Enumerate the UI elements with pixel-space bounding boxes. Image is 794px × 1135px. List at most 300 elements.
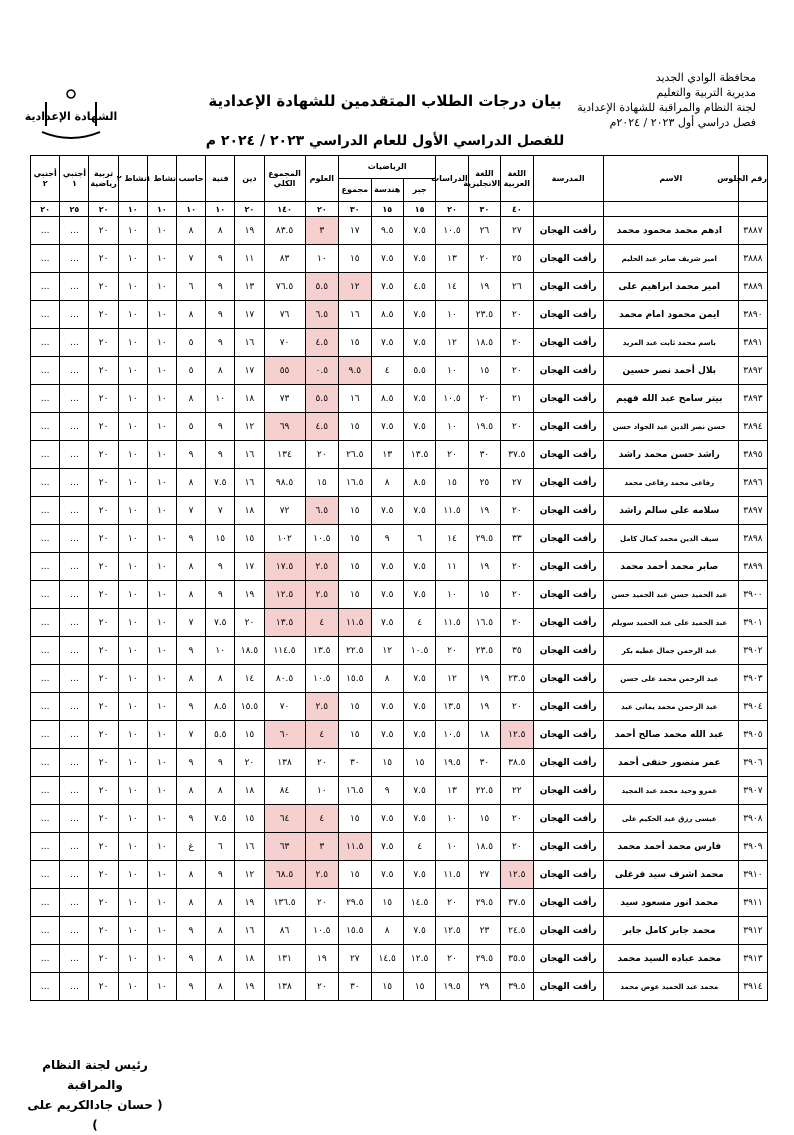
grade-cell: ... (31, 861, 60, 889)
grade-cell: ... (60, 721, 89, 749)
student-name: بلال أحمد نصر حسين (603, 357, 738, 385)
grade-cell: ٢٦ (468, 217, 500, 245)
grade-cell: ٢٠ (89, 889, 118, 917)
grade-cell: ... (60, 805, 89, 833)
grade-cell: ٨.٥ (371, 301, 403, 329)
grade-cell: ٤ (305, 805, 338, 833)
grade-cell: ٧.٥ (371, 833, 403, 861)
grade-cell: ٧.٥ (206, 805, 235, 833)
grade-cell: ١٠ (206, 637, 235, 665)
grade-cell: ٩.٥ (339, 357, 371, 385)
grade-cell: ١٠ (147, 525, 176, 553)
grade-cell: ١٩ (235, 889, 264, 917)
grade-cell: ٨ (371, 665, 403, 693)
seat-number: ٣٨٨٨ (738, 245, 767, 273)
grade-cell: ٢٧ (339, 945, 371, 973)
seat-number: ٣٨٩١ (738, 329, 767, 357)
grade-cell: ٢٢.٥ (339, 637, 371, 665)
grade-cell: ... (31, 385, 60, 413)
grade-cell: ١٥ (235, 805, 264, 833)
max-marks-row (31, 202, 768, 217)
grade-cell: ... (31, 889, 60, 917)
grade-cell: ٦٠ (264, 721, 305, 749)
grade-cell: ١٥ (436, 469, 468, 497)
grade-cell: ... (31, 805, 60, 833)
header-foreign2: أجنبي ٢ (31, 156, 60, 202)
grade-cell: ... (60, 441, 89, 469)
grade-cell: ٧ (177, 609, 206, 637)
grade-cell: ٩ (206, 329, 235, 357)
grade-cell: ١٨.٥ (468, 833, 500, 861)
seat-number: ٣٩٠٩ (738, 833, 767, 861)
header-art: فنية (206, 156, 235, 202)
grade-cell: ٤ (305, 721, 338, 749)
grade-cell: ١٦ (339, 301, 371, 329)
grade-cell: ٢٠ (89, 973, 118, 1001)
school-name: رأفت الهجان (533, 777, 603, 805)
grade-cell: ... (31, 637, 60, 665)
seat-number: ٣٨٩٦ (738, 469, 767, 497)
grade-cell: ... (60, 497, 89, 525)
grade-cell: ٤ (305, 609, 338, 637)
table-row (31, 245, 768, 273)
grade-cell: ٤.٥ (305, 329, 338, 357)
seat-number: ٣٨٩٣ (738, 385, 767, 413)
grade-cell: ٥ (177, 357, 206, 385)
grade-cell: ٣٠ (339, 749, 371, 777)
grade-cell: ١٠ (147, 385, 176, 413)
grade-cell: ٦.٥ (305, 497, 338, 525)
grade-cell: ١٠ (118, 497, 147, 525)
grade-cell: ٨.٥ (403, 469, 435, 497)
grade-cell: ٧.٥ (371, 693, 403, 721)
grade-cell: ٣٠ (468, 749, 500, 777)
grade-cell: ... (60, 273, 89, 301)
table-row (31, 413, 768, 441)
grade-cell: ١٠ (436, 833, 468, 861)
grade-cell: ١٤ (436, 273, 468, 301)
grade-cell: ٢٠ (501, 553, 533, 581)
grade-cell: ٨ (371, 469, 403, 497)
grade-cell: ٨.٥ (206, 693, 235, 721)
grade-cell: ٣ (305, 833, 338, 861)
grade-cell: ٢٠ (501, 693, 533, 721)
grade-cell: ٢٩.٥ (468, 945, 500, 973)
grade-cell: ٢٠ (305, 749, 338, 777)
grade-cell: ٢٥ (468, 469, 500, 497)
max-mark: ٢٠ (436, 202, 468, 217)
grade-cell: ٧٦ (264, 301, 305, 329)
grade-cell: ٨ (371, 917, 403, 945)
grade-cell: ١٠ (436, 581, 468, 609)
grade-cell: ١٠ (118, 329, 147, 357)
grade-cell: ٢٢ (501, 777, 533, 805)
grade-cell: ٦٣ (264, 833, 305, 861)
grade-cell: ٧.٥ (403, 301, 435, 329)
school-name: رأفت الهجان (533, 413, 603, 441)
grade-cell: ١٠ (118, 553, 147, 581)
grade-cell: ٧.٥ (371, 553, 403, 581)
grade-cell: ٩ (177, 525, 206, 553)
grade-cell: ١٣ (235, 273, 264, 301)
header-seat: رقم الجلوس (738, 156, 767, 202)
grade-cell: ١٩ (235, 581, 264, 609)
school-name: رأفت الهجان (533, 973, 603, 1001)
grade-cell: ... (60, 581, 89, 609)
grade-cell: ١٠ (118, 637, 147, 665)
grade-cell: ١٥ (235, 525, 264, 553)
grade-cell: ١٠ (147, 833, 176, 861)
grade-cell: ٥.٥ (403, 357, 435, 385)
grade-cell: ٢٠ (89, 385, 118, 413)
grade-cell: ٢.٥ (305, 693, 338, 721)
grade-cell: ٢٠ (89, 665, 118, 693)
grade-cell: ١٩ (468, 273, 500, 301)
grade-cell: ٧.٥ (403, 329, 435, 357)
grade-cell: ٩ (206, 273, 235, 301)
max-mark: ٢٠ (89, 202, 118, 217)
grade-cell: ١٥ (403, 749, 435, 777)
table-row (31, 301, 768, 329)
school-name: رأفت الهجان (533, 273, 603, 301)
grade-cell: ٧.٥ (403, 777, 435, 805)
grade-cell: ٩ (206, 413, 235, 441)
grade-cell: ٦٩ (264, 413, 305, 441)
grade-cell: ١١ (436, 553, 468, 581)
grade-cell: ٧.٥ (403, 553, 435, 581)
header-sports: تربية رياضية (89, 156, 118, 202)
grade-cell: ٥.٥ (206, 721, 235, 749)
table-row (31, 749, 768, 777)
grade-cell: ١٢ (235, 413, 264, 441)
table-row (31, 553, 768, 581)
seat-number: ٣٩٠٥ (738, 721, 767, 749)
header-activity1: نشاط ١ (147, 156, 176, 202)
grade-cell: ... (31, 721, 60, 749)
grade-cell: ٧.٥ (371, 497, 403, 525)
grade-cell: ٩.٥ (371, 217, 403, 245)
table-row (31, 693, 768, 721)
grade-cell: ٣ (305, 217, 338, 245)
student-name: عبد الرحمن محمد على حسن (603, 665, 738, 693)
grade-cell: ١٧ (339, 217, 371, 245)
grade-cell: ١٥ (339, 693, 371, 721)
table-row (31, 777, 768, 805)
grade-cell: ٢٧ (468, 861, 500, 889)
grade-cell: ٢٠ (89, 917, 118, 945)
grade-cell: ٨٠.٥ (264, 665, 305, 693)
grade-cell: ١٨ (235, 385, 264, 413)
grade-cell: ١٥ (371, 973, 403, 1001)
student-name: امير محمد ابراهيم على (603, 273, 738, 301)
grade-cell: ١٥ (339, 413, 371, 441)
grade-cell: ٢٠ (89, 553, 118, 581)
grade-cell: ٢٠ (89, 861, 118, 889)
grade-cell: ٢٠ (468, 245, 500, 273)
grade-cell: ٨ (177, 777, 206, 805)
grade-cell: ... (60, 917, 89, 945)
table-row (31, 973, 768, 1001)
grade-cell: ٢٠ (89, 469, 118, 497)
signature-block (25, 1055, 165, 1135)
max-mark: ٣٠ (468, 202, 500, 217)
grade-cell: ٧.٥ (403, 693, 435, 721)
student-name: امير شريف صابر عبد الحليم (603, 245, 738, 273)
grade-cell: ١٠ (118, 917, 147, 945)
grade-cell: ١٨ (235, 945, 264, 973)
grade-cell: ... (60, 385, 89, 413)
grade-cell: ٢٠ (89, 357, 118, 385)
grade-cell: ١٠ (118, 665, 147, 693)
grade-cell: ١٠ (118, 973, 147, 1001)
grade-cell: ... (60, 777, 89, 805)
max-mark: ١٠ (118, 202, 147, 217)
header-english: اللغة الانجليزية (468, 156, 500, 202)
grade-cell: ١٠ (305, 245, 338, 273)
grade-cell: ١٦ (235, 833, 264, 861)
grade-cell: ٢٠ (501, 833, 533, 861)
grade-cell: ... (60, 329, 89, 357)
grade-cell: ١٠ (147, 553, 176, 581)
grade-cell: ٢٠ (89, 245, 118, 273)
grade-cell: ٢٣.٥ (501, 665, 533, 693)
grade-cell: ١٥ (235, 721, 264, 749)
grade-cell: ١٣٤ (264, 441, 305, 469)
grade-cell: ٦.٥ (305, 301, 338, 329)
grade-cell: ١٥ (339, 553, 371, 581)
header-name: الاسم (603, 156, 738, 202)
grade-cell: ٨ (177, 581, 206, 609)
grade-cell: ٧٢ (264, 497, 305, 525)
grade-cell: ١٥ (339, 245, 371, 273)
student-name: صابر محمد أحمد محمد (603, 553, 738, 581)
grade-cell: ١١.٥ (436, 497, 468, 525)
grade-cell: ٨.٥ (371, 385, 403, 413)
grade-cell: ٢٧ (501, 469, 533, 497)
grade-cell: ٧.٥ (206, 469, 235, 497)
school-name: رأفت الهجان (533, 469, 603, 497)
grade-cell: ١١ (235, 245, 264, 273)
grade-cell: ١٠ (436, 413, 468, 441)
grade-cell: ٢٦ (501, 273, 533, 301)
grade-cell: ... (60, 861, 89, 889)
student-name: بيتر سامح عبد الله فهيم (603, 385, 738, 413)
grade-cell: ١٠ (118, 525, 147, 553)
grade-cell: ١٠ (147, 469, 176, 497)
grade-cell: ٨٣ (264, 245, 305, 273)
table-row (31, 889, 768, 917)
student-name: عبد الحميد على عبد الحميد سويلم (603, 609, 738, 637)
grade-cell: ١٦ (235, 469, 264, 497)
grade-cell: ١٠.٥ (436, 721, 468, 749)
grade-cell: ... (60, 469, 89, 497)
student-name: راشد حسن محمد راشد (603, 441, 738, 469)
student-name: رفاعى محمد رفاعى محمد (603, 469, 738, 497)
grade-cell: ١٠ (118, 273, 147, 301)
school-name: رأفت الهجان (533, 889, 603, 917)
grade-cell: ٢٩.٥ (468, 525, 500, 553)
school-name: رأفت الهجان (533, 749, 603, 777)
grade-cell: ١٦.٥ (339, 469, 371, 497)
grade-cell: ١٢.٥ (436, 917, 468, 945)
grade-cell: ٤.٥ (403, 273, 435, 301)
grade-cell: ٢٠ (89, 693, 118, 721)
grade-cell: ٤ (403, 609, 435, 637)
grade-cell: ٩ (371, 777, 403, 805)
grades-table (30, 155, 768, 1001)
school-name: رأفت الهجان (533, 833, 603, 861)
grade-cell: ١٢.٥ (501, 721, 533, 749)
grade-cell: ٧ (177, 721, 206, 749)
max-mark: ٤٠ (501, 202, 533, 217)
table-row (31, 861, 768, 889)
grade-cell: ١٠ (118, 581, 147, 609)
grade-cell: ٩ (177, 945, 206, 973)
grade-cell: ٢٩.٥ (468, 889, 500, 917)
grade-cell: ١٩.٥ (436, 749, 468, 777)
grade-cell: ١٥ (206, 525, 235, 553)
student-name: محمد جابر كامل جابر (603, 917, 738, 945)
seat-number: ٣٩٠٦ (738, 749, 767, 777)
grade-cell: ١٥ (468, 581, 500, 609)
grade-cell: ٢٢.٥ (468, 777, 500, 805)
table-row (31, 609, 768, 637)
grade-cell: ١٦.٥ (468, 609, 500, 637)
grade-cell: ٢٧ (501, 217, 533, 245)
grade-cell: ١٦ (235, 917, 264, 945)
grade-cell: ١٠ (118, 833, 147, 861)
seat-number: ٣٨٩٠ (738, 301, 767, 329)
grade-cell: ٧.٥ (403, 581, 435, 609)
grade-cell: ١٥ (339, 497, 371, 525)
school-name: رأفت الهجان (533, 609, 603, 637)
grade-cell: ١٢ (436, 329, 468, 357)
grade-cell: ١٠ (118, 721, 147, 749)
grade-cell: ٨ (177, 217, 206, 245)
grade-cell: ١٢.٥ (264, 581, 305, 609)
grade-cell: ١٢ (235, 861, 264, 889)
grade-cell: ١٩ (235, 973, 264, 1001)
grade-cell: ٩ (177, 441, 206, 469)
table-row (31, 917, 768, 945)
school-name: رأفت الهجان (533, 945, 603, 973)
table-row (31, 329, 768, 357)
grade-cell: ١٠ (118, 889, 147, 917)
grade-cell: ١٨ (468, 721, 500, 749)
grades-body (31, 217, 768, 1001)
table-row (31, 273, 768, 301)
header-religion: دين (235, 156, 264, 202)
grade-cell: ٨ (206, 945, 235, 973)
max-mark: ١٥ (403, 202, 435, 217)
grade-cell: ١٠ (147, 945, 176, 973)
grade-cell: ١٣٨ (264, 973, 305, 1001)
grade-cell: ١٥ (339, 721, 371, 749)
grade-cell: ٩ (206, 301, 235, 329)
grade-cell: ٢٠ (89, 805, 118, 833)
seat-number: ٣٩٠٣ (738, 665, 767, 693)
header-studies: الدراسات (436, 156, 468, 202)
grade-cell: ١٠ (118, 217, 147, 245)
grade-cell: ٨ (206, 357, 235, 385)
grade-cell: ٨٤ (264, 777, 305, 805)
grade-cell: ١١٤.٥ (264, 637, 305, 665)
grade-cell: ٢٠ (89, 413, 118, 441)
grade-cell: ١٠ (436, 301, 468, 329)
grade-cell: ١٠.٥ (436, 217, 468, 245)
grade-cell: ... (60, 525, 89, 553)
grade-cell: ٢٠ (436, 889, 468, 917)
grade-cell: ١٩ (468, 693, 500, 721)
grade-cell: ... (60, 945, 89, 973)
school-name: رأفت الهجان (533, 301, 603, 329)
table-row (31, 497, 768, 525)
grade-cell: ٧.٥ (371, 721, 403, 749)
seat-number: ٣٩٠١ (738, 609, 767, 637)
grade-cell: ٢٤.٥ (501, 917, 533, 945)
grade-cell: ١٥ (403, 973, 435, 1001)
grade-cell: ١٠ (118, 301, 147, 329)
grade-cell: ٢٣.٥ (468, 637, 500, 665)
grade-cell: ١٤.٥ (403, 889, 435, 917)
grade-cell: ١٠ (147, 749, 176, 777)
grade-cell: ٢.٥ (305, 581, 338, 609)
grade-cell: ٦ (206, 833, 235, 861)
school-name: رأفت الهجان (533, 861, 603, 889)
grade-cell: ٣٩.٥ (501, 973, 533, 1001)
school-name: رأفت الهجان (533, 665, 603, 693)
grade-cell: ١٧ (235, 553, 264, 581)
grade-cell: ١٣.٥ (403, 441, 435, 469)
grade-cell: ١٣.٥ (264, 609, 305, 637)
seat-number: ٣٨٩٥ (738, 441, 767, 469)
grade-cell: ٢.٥ (305, 553, 338, 581)
grade-cell: ١٦ (339, 385, 371, 413)
grade-cell: ١٠ (118, 805, 147, 833)
grade-cell: ١٠ (147, 693, 176, 721)
grade-cell: ١٩ (468, 497, 500, 525)
grade-cell: ٨ (177, 889, 206, 917)
student-name: محمد عباده السيد محمد (603, 945, 738, 973)
grade-cell: ١٠ (147, 805, 176, 833)
grade-cell: ١٠ (147, 273, 176, 301)
grade-cell: ٧.٥ (403, 385, 435, 413)
grade-cell: ٢٠ (305, 973, 338, 1001)
grade-cell: ٧.٥ (371, 581, 403, 609)
grade-cell: ١٠ (118, 245, 147, 273)
seat-number: ٣٩٠٨ (738, 805, 767, 833)
grade-cell: ٧.٥ (403, 413, 435, 441)
grade-cell: ١٥ (339, 581, 371, 609)
header-computer: حاسب (177, 156, 206, 202)
school-name: رأفت الهجان (533, 721, 603, 749)
student-name: سيف الدين محمد كمال كامل (603, 525, 738, 553)
grade-cell: ٧٠ (264, 693, 305, 721)
max-mark: ١٠ (206, 202, 235, 217)
grade-cell: ٢٩ (468, 973, 500, 1001)
grade-cell: ٩ (177, 637, 206, 665)
grade-cell: ١٠ (147, 721, 176, 749)
grade-cell: ١٠ (147, 217, 176, 245)
grade-cell: ١٧ (235, 301, 264, 329)
grade-cell: ٢٠ (235, 609, 264, 637)
grade-cell: ٢٠ (89, 329, 118, 357)
grade-cell: ٢٠ (89, 497, 118, 525)
grade-cell: ١٥ (468, 805, 500, 833)
grade-cell: ... (60, 357, 89, 385)
grade-cell: ٣٠ (339, 973, 371, 1001)
grade-cell: ١٠ (206, 385, 235, 413)
